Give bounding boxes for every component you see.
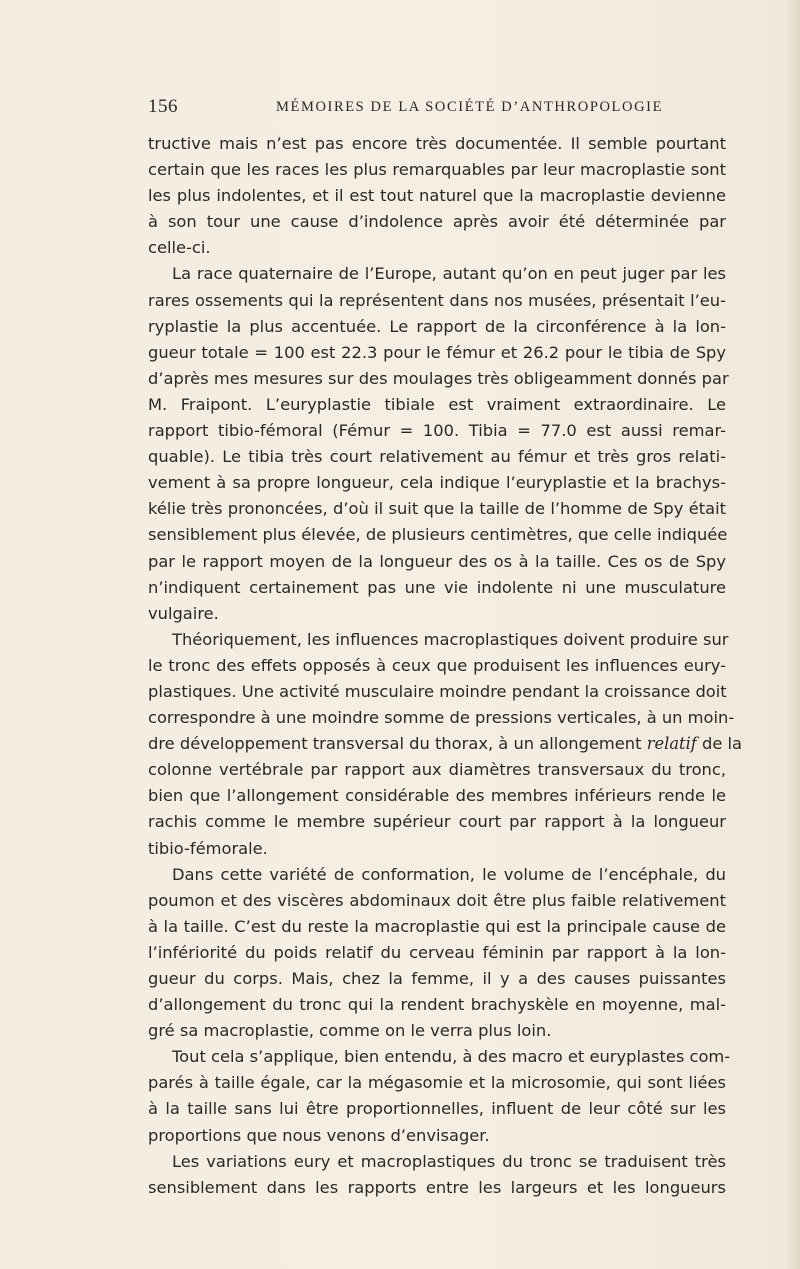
paragraph-start-line: Théoriquement, les influences macroplastiques doivent produire sur: [172, 629, 729, 649]
page-number: 156: [148, 96, 178, 117]
text-segment: dre développement transversal du thorax, à un allongement: [148, 734, 642, 754]
text-line: tibio-fémorale.: [148, 838, 268, 858]
paragraph-start-line: Les variations eury et macroplastiques du tronc se traduisent très: [172, 1151, 726, 1171]
paragraph-start-line: Tout cela s’applique, bien entendu, à des macro et euryplastes com-: [172, 1047, 731, 1067]
text-segment: de la: [696, 734, 743, 754]
text-line: gueur totale = 100 est 22.3 pour le fémur et 26.2 pour le tibia de Spy: [148, 342, 726, 362]
text-line: vulgaire.: [148, 603, 219, 623]
text-line: gré sa macroplastie, comme on le verra plus loin.: [148, 1021, 552, 1041]
text-line: plastiques. Une activité musculaire moindre pendant la croissance doit: [148, 681, 727, 701]
text-line: d’allongement du tronc qui la rendent brachyskèle en moyenne, mal-: [148, 995, 726, 1015]
text-line: quable). Le tibia très court relativement au fémur et très gros relati-: [148, 447, 726, 467]
text-line: parés à taille égale, car la mégasomie et la microsomie, qui sont liées: [148, 1073, 726, 1093]
text-line: d’après mes mesures sur des moulages très obligeamment donnés par: [148, 368, 729, 388]
text-line: sensiblement plus élevée, de plusieurs centimètres, que celle indiquée: [148, 525, 728, 545]
text-line: correspondre à une moindre somme de pressions verticales, à un moin-: [148, 708, 735, 728]
text-line: rares ossements qui la représentent dans nos musées, présentait l’eu-: [148, 290, 726, 310]
text-line: à son tour une cause d’indolence après avoir été déterminée par: [148, 212, 726, 232]
text-line: par le rapport moyen de la longueur des os à la taille. Ces os de Spy: [148, 551, 726, 571]
text-line: proportions que nous venons d’envisager.: [148, 1125, 490, 1145]
text-line: poumon et des viscères abdominaux doit être plus faible relativement: [148, 890, 726, 910]
text-line: gueur du corps. Mais, chez la femme, il y a des causes puissantes: [148, 969, 726, 988]
body-text: [148, 131, 743, 1201]
text-line: colonne vertébrale par rapport aux diamètres transversaux du tronc,: [148, 760, 726, 780]
text-line: vement à sa propre longueur, cela indique l’euryplastie et la brachys-: [148, 473, 726, 493]
text-line: à la taille sans lui être proportionnelles, influent de leur côté sur les: [148, 1099, 726, 1119]
text-line: M. Fraipont. L’euryplastie tibiale est vraiment extraordinaire. Le: [148, 394, 726, 414]
text-line: celle-ci.: [148, 238, 211, 258]
text-line: tructive mais n’est pas encore très documentée. Il semble pourtant: [148, 134, 726, 153]
text-line: bien que l’allongement considérable des membres inférieurs rende le: [148, 786, 726, 806]
paragraph-start-line: La race quaternaire de l’Europe, autant qu’on en peut juger par les: [172, 264, 726, 284]
text-line: rachis comme le membre supérieur court par rapport à la longueur: [148, 812, 726, 832]
paragraph-start-line: Dans cette variété de conformation, le volume de l’encéphale, du: [172, 864, 726, 884]
text-line: rapport tibio-fémoral (Fémur = 100. Tibia = 77.0 est aussi remar-: [148, 421, 726, 441]
running-header: [148, 96, 728, 120]
text-line: le tronc des effets opposés à ceux que produisent les influences eury-: [148, 655, 726, 675]
italic-word: relatif: [646, 734, 697, 754]
text-line: kélie très prononcées, d’où il suit que la taille de l’homme de Spy était: [148, 499, 726, 519]
text-line: les plus indolentes, et il est tout naturel que la macroplastie devienne: [148, 186, 726, 206]
text-line: ryplastie la plus accentuée. Le rapport de la circonférence à la lon-: [148, 316, 726, 336]
text-line: à la taille. C’est du reste la macroplastie qui est la principale cause de: [148, 916, 726, 936]
text-line: n’indiquent certainement pas une vie indolente ni une musculature: [148, 577, 726, 597]
text-line: certain que les races les plus remarquables par leur macroplastie sont: [148, 160, 726, 180]
text-line: l’infériorité du poids relatif du cerveau féminin par rapport à la lon-: [148, 942, 726, 962]
text-line-with-italic: [148, 731, 743, 757]
running-title: MÉMOIRES DE LA SOCIÉTÉ D’ANTHROPOLOGIE: [276, 99, 664, 115]
text-line: sensiblement dans les rapports entre les largeurs et les longueurs: [148, 1177, 726, 1197]
page-edge-shadow: [786, 0, 800, 1269]
